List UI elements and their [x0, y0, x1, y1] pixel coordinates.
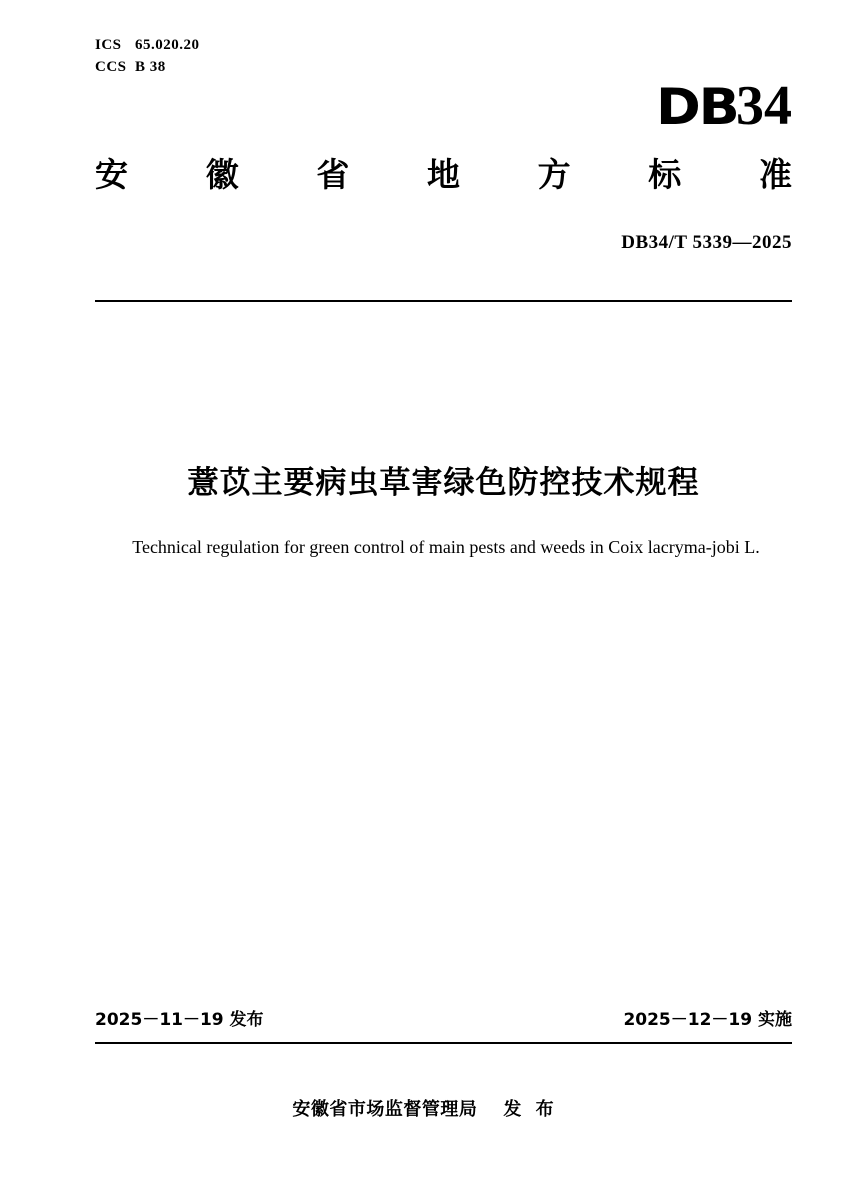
- publisher-row: [0, 1095, 850, 1121]
- db34-logo: [656, 75, 792, 137]
- standard-type-char-4: 方: [537, 155, 571, 194]
- classification-block: [95, 34, 200, 78]
- header-divider: [95, 300, 792, 302]
- standard-number: DB34/T 5339—2025: [621, 232, 792, 253]
- footer-divider: [95, 1042, 792, 1044]
- standard-type-char-1: 徽: [205, 155, 239, 194]
- effective-date: 2025－12－19 实施: [623, 1010, 792, 1030]
- db-logo-number: 34: [736, 75, 792, 137]
- dates-row: [95, 1008, 792, 1032]
- document-title-en: Technical regulation for green control of main pests and weeds in Coix lacryma-jobi L.: [132, 537, 760, 557]
- ccs-value: B 38: [135, 59, 166, 75]
- db-logo-prefix: DB: [656, 78, 739, 136]
- publish-action: 发 布: [503, 1099, 558, 1120]
- standard-type-char-5: 标: [648, 155, 682, 194]
- ics-row: [95, 34, 200, 56]
- ics-value: 65.020.20: [135, 37, 200, 53]
- standard-type-char-2: 省: [316, 155, 350, 194]
- standard-type-char-6: 准: [758, 155, 792, 194]
- ccs-row: [95, 56, 200, 78]
- publisher-name: 安徽省市场监督管理局: [292, 1099, 478, 1120]
- standard-type-char-0: 安: [95, 155, 128, 194]
- ccs-label: CCS: [95, 59, 127, 75]
- ics-label: ICS: [95, 37, 122, 53]
- standard-type-heading: [95, 155, 792, 195]
- issue-date: 2025－11－19 发布: [95, 1010, 264, 1030]
- standard-type-char-3: 地: [426, 155, 460, 194]
- document-title-cn: 薏苡主要病虫草害绿色防控技术规程: [187, 465, 700, 501]
